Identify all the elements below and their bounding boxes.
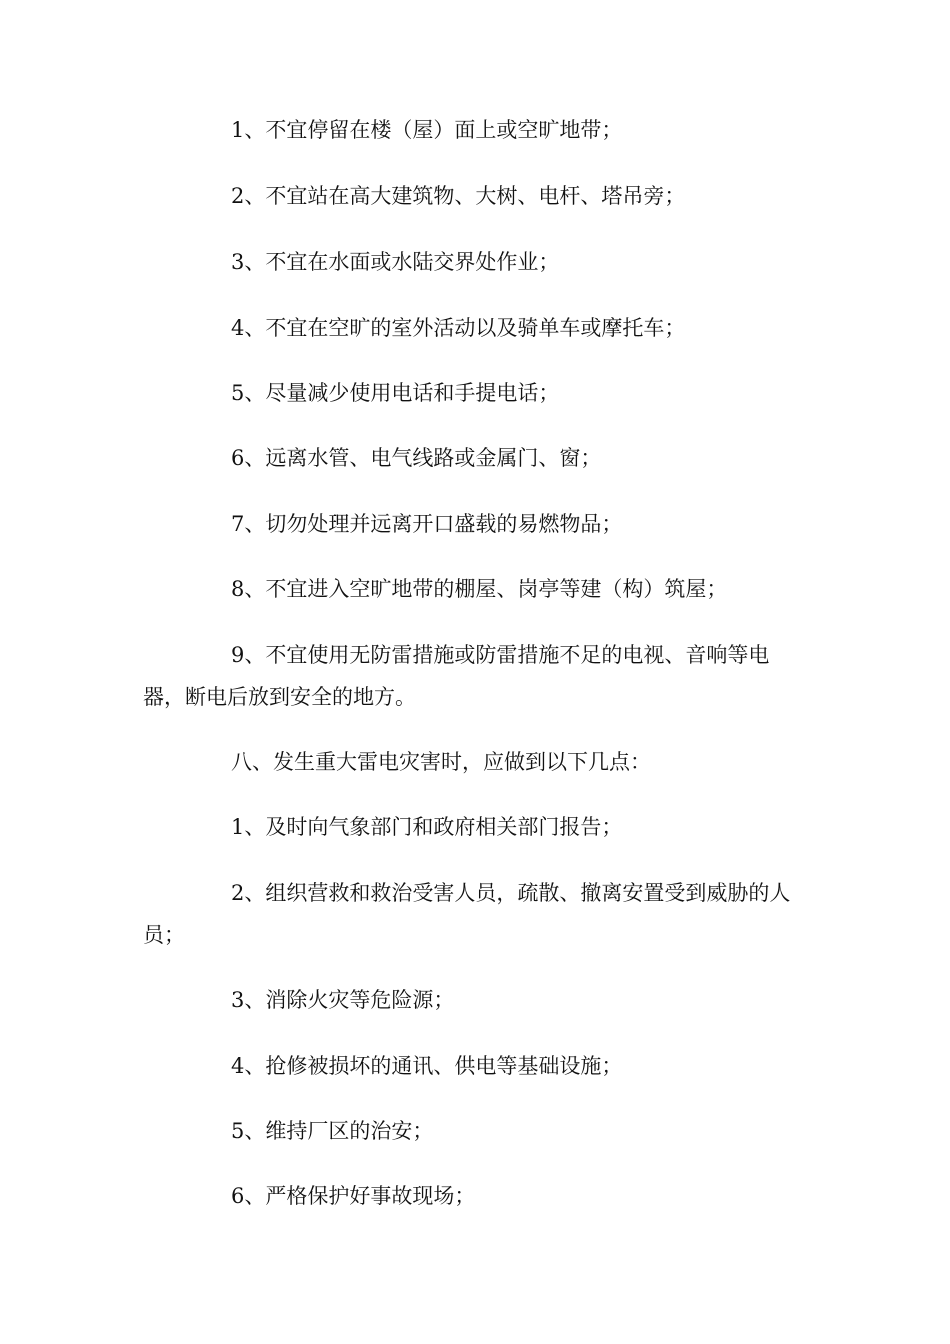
- list-item: 4、不宜在空旷的室外活动以及骑单车或摩托车；: [231, 316, 686, 340]
- list-item: 6、远离水管、电气线路或金属门、窗；: [231, 446, 602, 470]
- list-item: 7、切勿处理并远离开口盛载的易燃物品；: [231, 512, 623, 536]
- list-item: 1、及时向气象部门和政府相关部门报告；: [231, 815, 623, 839]
- list-item: 3、消除火灾等危险源；: [231, 988, 455, 1012]
- list-item: 2、组织营救和救治受害人员，疏散、撤离安置受到威胁的人员；: [143, 881, 791, 947]
- list-item: 8、不宜进入空旷地带的棚屋、岗亭等建（构）筑屋；: [231, 577, 728, 601]
- list-item: 2、不宜站在高大建筑物、大树、电杆、塔吊旁；: [231, 184, 686, 208]
- list-item: 5、尽量减少使用电话和手提电话；: [231, 381, 560, 405]
- list-item: 3、不宜在水面或水陆交界处作业；: [231, 250, 560, 274]
- section-heading: 八、发生重大雷电灾害时，应做到以下几点：: [231, 750, 651, 774]
- list-item: 1、不宜停留在楼（屋）面上或空旷地带；: [231, 118, 623, 142]
- list-item: 5、维持厂区的治安；: [231, 1119, 434, 1143]
- list-item: 9、不宜使用无防雷措施或防雷措施不足的电视、音响等电器，断电后放到安全的地方。: [143, 643, 770, 709]
- list-item: 6、严格保护好事故现场；: [231, 1184, 476, 1208]
- list-item: 4、抢修被损坏的通讯、供电等基础设施；: [231, 1054, 623, 1078]
